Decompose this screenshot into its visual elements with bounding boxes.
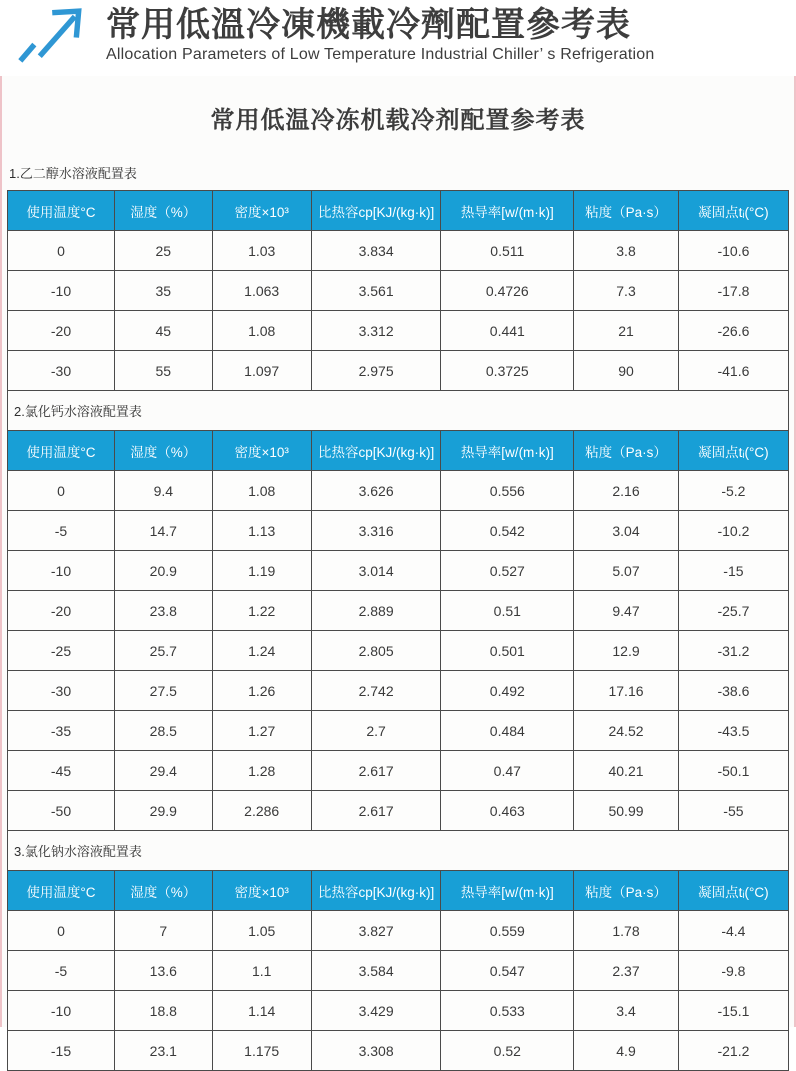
- table-cell: 2.286: [212, 791, 311, 831]
- table-cell: -25.7: [678, 591, 788, 631]
- table-row: [8, 791, 789, 831]
- table-row: [8, 231, 789, 271]
- table-cell: 0.3725: [441, 351, 574, 391]
- table-cell: 0.556: [441, 471, 574, 511]
- table-cell: 50.99: [574, 791, 679, 831]
- table-cell: 9.4: [114, 471, 212, 511]
- table-cell: 4.9: [574, 1031, 679, 1071]
- table-cell: 1.05: [212, 911, 311, 951]
- column-header: 粘度（Pa·s）: [574, 431, 679, 471]
- table-cell: -9.8: [678, 951, 788, 991]
- banner-text-block: [106, 8, 654, 63]
- column-header: 密度×10³: [212, 431, 311, 471]
- page-banner: [0, 0, 796, 76]
- table-cell: 0.463: [441, 791, 574, 831]
- column-header: 密度×10³: [212, 871, 311, 911]
- table-cell: 0: [8, 911, 115, 951]
- table-cell: 25: [114, 231, 212, 271]
- column-header: 密度×10³: [212, 191, 311, 231]
- table-header-row: [8, 191, 789, 231]
- table-cell: 45: [114, 311, 212, 351]
- table-cell: 2.617: [311, 791, 441, 831]
- table-row: [8, 671, 789, 711]
- table-row: [8, 951, 789, 991]
- table-cell: -43.5: [678, 711, 788, 751]
- table-cell: -5.2: [678, 471, 788, 511]
- table-cell: 0.441: [441, 311, 574, 351]
- table-cell: -15: [678, 551, 788, 591]
- table-cell: 1.03: [212, 231, 311, 271]
- table-cell: 0.47: [441, 751, 574, 791]
- table-cell: -38.6: [678, 671, 788, 711]
- table-cell: 12.9: [574, 631, 679, 671]
- table-cell: 1.175: [212, 1031, 311, 1071]
- column-header: 比热容cp[KJ/(kg·k)]: [311, 871, 441, 911]
- table-cell: 3.584: [311, 951, 441, 991]
- document-title: 常用低温冷冻机载冷剂配置参考表: [210, 107, 586, 134]
- table-cell: 1.19: [212, 551, 311, 591]
- table-cell: 2.16: [574, 471, 679, 511]
- table-cell: 3.4: [574, 991, 679, 1031]
- table-header-row: [8, 431, 789, 471]
- column-header: 比热容cp[KJ/(kg·k)]: [311, 191, 441, 231]
- table-cell: 1.28: [212, 751, 311, 791]
- table-cell: -55: [678, 791, 788, 831]
- table-cell: 1.26: [212, 671, 311, 711]
- parameters-table-body: [8, 191, 789, 1071]
- section-label: 3.氯化钠水溶液配置表: [8, 831, 789, 871]
- table-cell: 40.21: [574, 751, 679, 791]
- section-label-row: [8, 831, 789, 871]
- arrow-up-right-icon: [14, 8, 92, 64]
- table-cell: 1.13: [212, 511, 311, 551]
- table-cell: 0.501: [441, 631, 574, 671]
- table-cell: 0.533: [441, 991, 574, 1031]
- table-cell: -15: [8, 1031, 115, 1071]
- table-cell: 2.7: [311, 711, 441, 751]
- table-row: [8, 631, 789, 671]
- table-cell: -20: [8, 311, 115, 351]
- table-cell: 29.4: [114, 751, 212, 791]
- column-header: 湿度（%）: [114, 871, 212, 911]
- column-header: 湿度（%）: [114, 431, 212, 471]
- column-header: 凝固点tᵢ(°C): [678, 871, 788, 911]
- table-cell: 7.3: [574, 271, 679, 311]
- table-row: [8, 311, 789, 351]
- table-cell: -10: [8, 551, 115, 591]
- column-header: 使用温度°C: [8, 431, 115, 471]
- table-cell: 0.51: [441, 591, 574, 631]
- table-cell: 17.16: [574, 671, 679, 711]
- table-cell: -10: [8, 991, 115, 1031]
- table-cell: 21: [574, 311, 679, 351]
- table-cell: 0.559: [441, 911, 574, 951]
- table-cell: 0.492: [441, 671, 574, 711]
- table-cell: 23.8: [114, 591, 212, 631]
- section-label: 2.氯化钙水溶液配置表: [8, 391, 789, 431]
- table-cell: 0: [8, 231, 115, 271]
- table-cell: -15.1: [678, 991, 788, 1031]
- table-cell: 1.14: [212, 991, 311, 1031]
- table-cell: 1.063: [212, 271, 311, 311]
- table-cell: -21.2: [678, 1031, 788, 1071]
- table-row: [8, 1031, 789, 1071]
- table-cell: 0.484: [441, 711, 574, 751]
- column-header: 粘度（Pa·s）: [574, 871, 679, 911]
- table-cell: -50.1: [678, 751, 788, 791]
- table-cell: 14.7: [114, 511, 212, 551]
- table-cell: 29.9: [114, 791, 212, 831]
- table-cell: 3.04: [574, 511, 679, 551]
- table-cell: 7: [114, 911, 212, 951]
- table-cell: -26.6: [678, 311, 788, 351]
- table-cell: -41.6: [678, 351, 788, 391]
- table-cell: 0.511: [441, 231, 574, 271]
- table-cell: 55: [114, 351, 212, 391]
- table-cell: 1.22: [212, 591, 311, 631]
- table-cell: 1.08: [212, 311, 311, 351]
- table-row: [8, 591, 789, 631]
- table-row: [8, 511, 789, 551]
- table-row: [8, 711, 789, 751]
- table-cell: 2.805: [311, 631, 441, 671]
- table-cell: 3.316: [311, 511, 441, 551]
- column-header: 热导率[w/(m·k)]: [441, 431, 574, 471]
- table-cell: -35: [8, 711, 115, 751]
- table-cell: 90: [574, 351, 679, 391]
- table-cell: 3.561: [311, 271, 441, 311]
- table-cell: -30: [8, 351, 115, 391]
- column-header: 热导率[w/(m·k)]: [441, 871, 574, 911]
- table-cell: 28.5: [114, 711, 212, 751]
- table-cell: -10.2: [678, 511, 788, 551]
- table-cell: 1.097: [212, 351, 311, 391]
- column-header: 使用温度°C: [8, 191, 115, 231]
- table-row: [8, 911, 789, 951]
- table-cell: 1.1: [212, 951, 311, 991]
- table-cell: -25: [8, 631, 115, 671]
- table-cell: 3.308: [311, 1031, 441, 1071]
- table-cell: -10.6: [678, 231, 788, 271]
- scan-edge-left: [0, 76, 2, 1027]
- table-cell: 2.975: [311, 351, 441, 391]
- table-cell: 25.7: [114, 631, 212, 671]
- table-cell: -5: [8, 951, 115, 991]
- table-cell: 0.527: [441, 551, 574, 591]
- table-cell: 3.827: [311, 911, 441, 951]
- table-cell: -30: [8, 671, 115, 711]
- table-cell: 9.47: [574, 591, 679, 631]
- table-cell: 0.547: [441, 951, 574, 991]
- table-cell: 23.1: [114, 1031, 212, 1071]
- table-cell: 1.24: [212, 631, 311, 671]
- table-row: [8, 271, 789, 311]
- table-cell: -50: [8, 791, 115, 831]
- table-cell: -45: [8, 751, 115, 791]
- table-cell: 3.834: [311, 231, 441, 271]
- column-header: 使用温度°C: [8, 871, 115, 911]
- table-cell: 2.889: [311, 591, 441, 631]
- table-cell: -31.2: [678, 631, 788, 671]
- banner-title: 常用低溫冷凍機載冷劑配置參考表: [106, 6, 631, 44]
- table-cell: 2.742: [311, 671, 441, 711]
- table-row: [8, 991, 789, 1031]
- table-cell: 2.37: [574, 951, 679, 991]
- table-cell: -17.8: [678, 271, 788, 311]
- table-cell: 13.6: [114, 951, 212, 991]
- table-cell: -20: [8, 591, 115, 631]
- table-row: [8, 471, 789, 511]
- table-cell: 0.52: [441, 1031, 574, 1071]
- section-label-row: [8, 391, 789, 431]
- table-cell: 3.014: [311, 551, 441, 591]
- table-row: [8, 751, 789, 791]
- column-header: 粘度（Pa·s）: [574, 191, 679, 231]
- table-row: [8, 551, 789, 591]
- table-cell: 3.312: [311, 311, 441, 351]
- table-cell: 1.27: [212, 711, 311, 751]
- table-cell: 1.08: [212, 471, 311, 511]
- column-header: 凝固点tᵢ(°C): [678, 191, 788, 231]
- table-header-row: [8, 871, 789, 911]
- table-cell: 5.07: [574, 551, 679, 591]
- table-cell: 35: [114, 271, 212, 311]
- table-cell: 2.617: [311, 751, 441, 791]
- banner-subtitle: Allocation Parameters of Low Temperature Industrial Chiller’ s Refrigeration: [106, 45, 655, 63]
- table-cell: 0.542: [441, 511, 574, 551]
- table-cell: 18.8: [114, 991, 212, 1031]
- table-cell: -10: [8, 271, 115, 311]
- table-cell: -4.4: [678, 911, 788, 951]
- section-label-1: 1.乙二醇水溶液配置表: [9, 166, 137, 181]
- parameters-table: [7, 190, 789, 1071]
- table-cell: 1.78: [574, 911, 679, 951]
- table-cell: 0.4726: [441, 271, 574, 311]
- table-cell: 3.626: [311, 471, 441, 511]
- column-header: 湿度（%）: [114, 191, 212, 231]
- column-header: 凝固点tᵢ(°C): [678, 431, 788, 471]
- table-cell: 20.9: [114, 551, 212, 591]
- column-header: 比热容cp[KJ/(kg·k)]: [311, 431, 441, 471]
- table-cell: -5: [8, 511, 115, 551]
- table-cell: 3.429: [311, 991, 441, 1031]
- table-row: [8, 351, 789, 391]
- table-cell: 0: [8, 471, 115, 511]
- table-cell: 24.52: [574, 711, 679, 751]
- column-header: 热导率[w/(m·k)]: [441, 191, 574, 231]
- table-cell: 27.5: [114, 671, 212, 711]
- table-cell: 3.8: [574, 231, 679, 271]
